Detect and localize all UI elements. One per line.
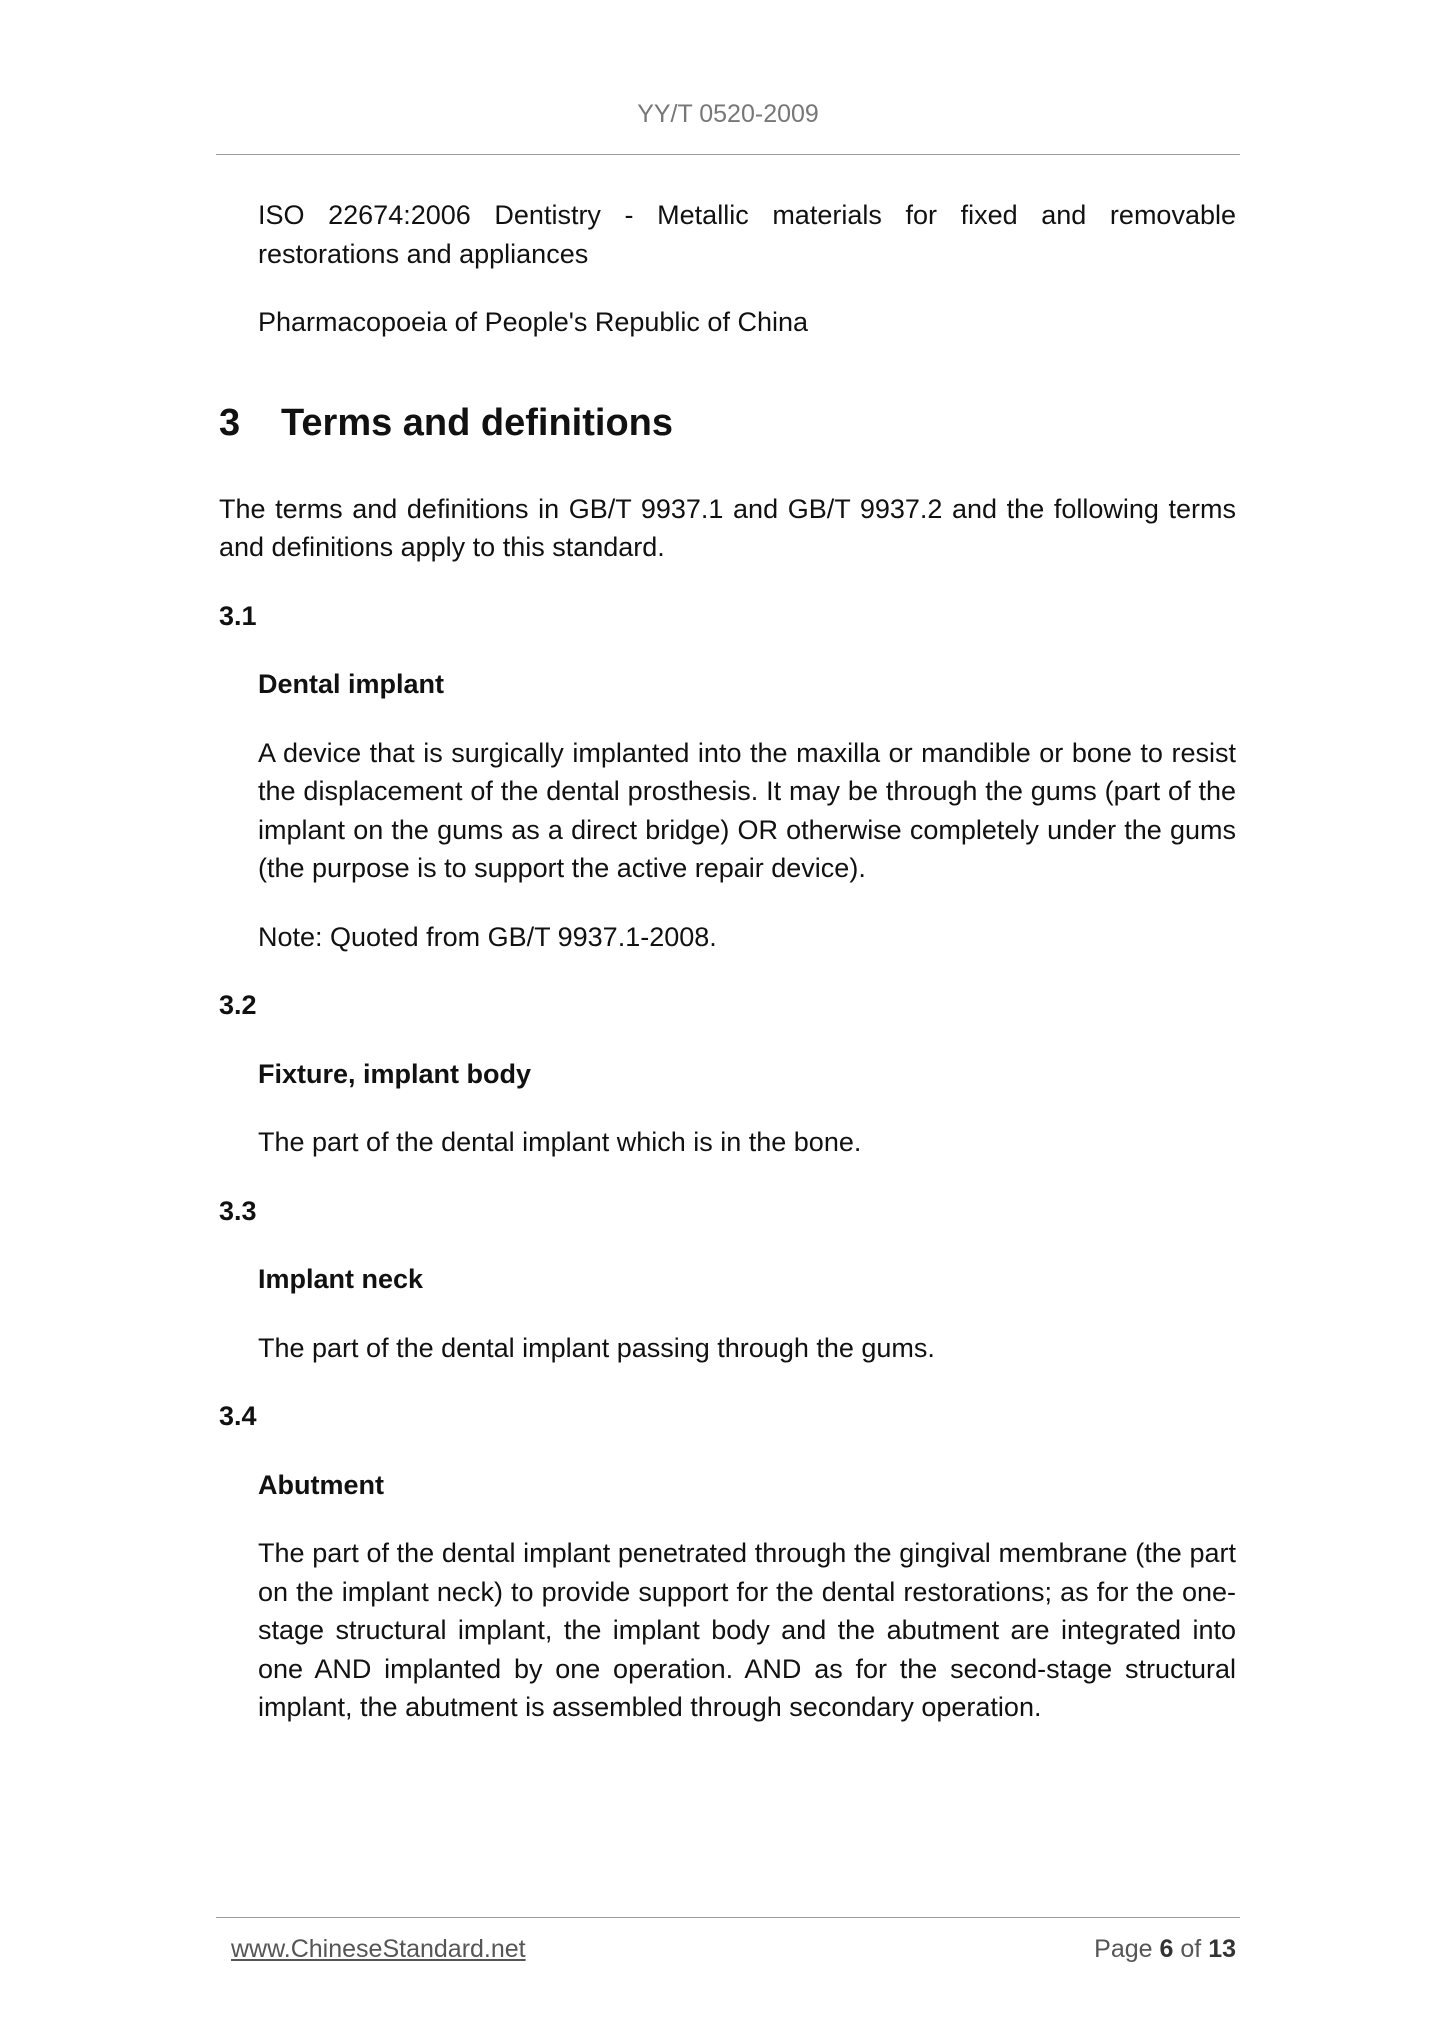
header-divider bbox=[216, 154, 1240, 155]
clause-number: 3.4 bbox=[219, 1401, 257, 1431]
section-intro: The terms and definitions in GB/T 9937.1 and GB/T 9937.2 and the following terms and definitions apply to this standard. bbox=[219, 493, 1236, 562]
term-title: Fixture, implant body bbox=[258, 1058, 532, 1089]
page-body bbox=[219, 196, 1236, 1757]
term-title: Dental implant bbox=[258, 669, 445, 699]
term-definition: The part of the dental implant penetrated through the gingival membrane (the part on the implant neck) to provide support for the dental restorations; as for the one-stage structural implant, the implant body and the abutment are integrated into one AND implanted by one operation. AND as for the second-stage structural implant, the abutment is assembled through secondary operation. bbox=[258, 1538, 1236, 1722]
clause-number: 3.1 bbox=[219, 600, 257, 631]
footer-divider bbox=[216, 1917, 1240, 1918]
reference-item: Pharmacopoeia of People's Republic of China bbox=[258, 307, 808, 337]
footer-site-link[interactable]: www.ChineseStandard.net bbox=[231, 1935, 526, 1963]
term-definition: A device that is surgically implanted into the maxilla or mandible or bone to resist the displacement of the dental prosthesis. It may be through the gums (part of the implant on the gums as a direct bridge) OR otherwise completely under the gums (the purpose is to support the active repair device). bbox=[258, 737, 1236, 883]
page-prefix: Page bbox=[1094, 1935, 1153, 1963]
page-total: 13 bbox=[1208, 1935, 1236, 1963]
term-definition: The part of the dental implant which is in the bone. bbox=[258, 1127, 862, 1157]
page-current: 6 bbox=[1159, 1935, 1174, 1963]
term-note: Note: Quoted from GB/T 9937.1-2008. bbox=[258, 921, 717, 952]
term-title: Abutment bbox=[258, 1469, 384, 1500]
clause-number: 3.2 bbox=[219, 990, 257, 1020]
section-number: 3 bbox=[219, 401, 241, 444]
section-title: Terms and definitions bbox=[281, 401, 674, 444]
section-heading bbox=[219, 400, 1236, 446]
term-title: Implant neck bbox=[258, 1264, 424, 1294]
document-header-code: YY/T 0520-2009 bbox=[637, 100, 819, 128]
reference-item: ISO 22674:2006 Dentistry - Metallic materials for fixed and removable restorations and appliances bbox=[258, 200, 1236, 269]
page-indicator bbox=[1000, 1935, 1236, 1964]
term-definition: The part of the dental implant passing through the gums. bbox=[258, 1332, 935, 1363]
page-of: of bbox=[1180, 1935, 1202, 1963]
clause-number: 3.3 bbox=[219, 1195, 257, 1226]
